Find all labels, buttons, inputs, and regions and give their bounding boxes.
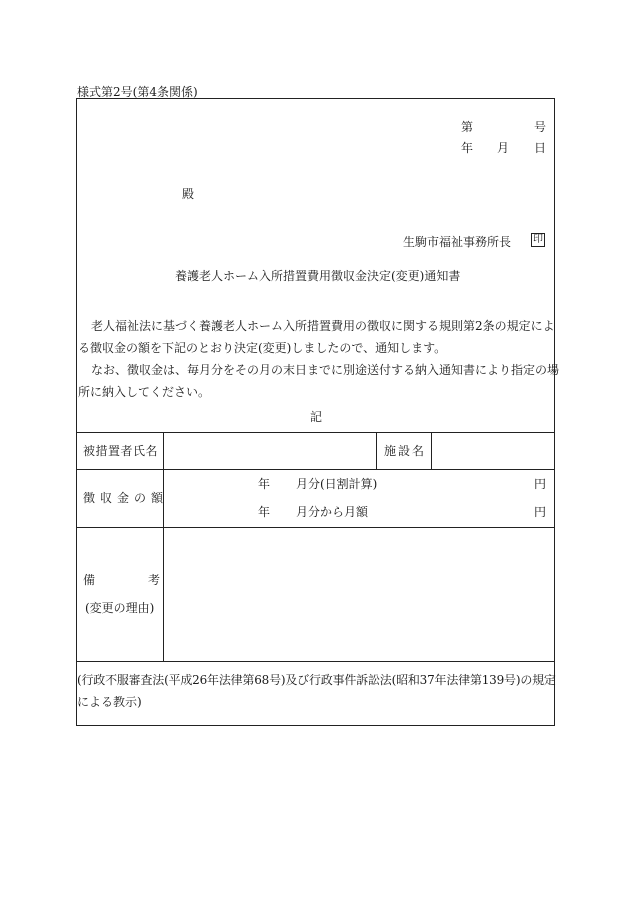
table-top-rule [76, 432, 555, 433]
row1-yen: 円 [534, 477, 547, 491]
year-label: 年 [461, 141, 474, 155]
label-column-divider [163, 432, 164, 661]
row-divider-1 [76, 469, 555, 470]
document-title: 養護老人ホーム入所措置費用徴収金決定(変更)通知書 [175, 269, 461, 283]
body-paragraph2-line1: なお、徴収金は、毎月分をその月の末日までに別途送付する納入通知書により指定の場 [91, 363, 560, 377]
number-suffix: 号 [534, 120, 547, 134]
row2-yen: 円 [534, 505, 547, 519]
facility-name-label: 施設名 [384, 444, 427, 458]
row1-year: 年 [258, 477, 271, 491]
seal-stamp-label: 印 [533, 234, 543, 245]
recipient-name-label: 被措置者氏名 [83, 444, 159, 458]
row-divider-3 [76, 661, 555, 662]
day-label: 日 [534, 141, 547, 155]
remarks-label-a: 備 [83, 573, 96, 587]
number-prefix: 第 [461, 120, 474, 134]
row-divider-2 [76, 527, 555, 528]
seal-stamp [531, 233, 545, 247]
body-paragraph1-line2: る徴収金の額を下記のとおり決定(変更)しましたので、通知します。 [78, 341, 447, 355]
remarks-label-b: 考 [148, 573, 161, 587]
teaching-line2: による教示) [77, 695, 142, 709]
remarks-sub-label: (変更の理由) [85, 601, 155, 615]
body-paragraph2-line2: 所に納入してください。 [78, 385, 211, 399]
ki-label: 記 [310, 410, 323, 424]
row2-month-text: 月分から月額 [296, 505, 369, 519]
teaching-line1: (行政不服審査法(平成26年法律第68号)及び行政事件訴訟法(昭和37年法律第139号)の規定 [77, 673, 556, 687]
amount-label: 徴収金の額 [83, 491, 169, 505]
row1-month-text: 月分(日割計算) [296, 477, 378, 491]
month-label: 月 [497, 141, 510, 155]
issuer-name: 生駒市福祉事務所長 [403, 235, 512, 249]
form-id-label: 様式第2号(第4条関係) [77, 85, 198, 99]
facility-label-right-divider [431, 432, 432, 469]
facility-label-left-divider [376, 432, 377, 469]
body-paragraph1-line1: 老人福祉法に基づく養護老人ホーム入所措置費用の徴収に関する規則第2条の規定によ [91, 319, 555, 333]
addressee-suffix: 殿 [182, 187, 195, 201]
row2-year: 年 [258, 505, 271, 519]
